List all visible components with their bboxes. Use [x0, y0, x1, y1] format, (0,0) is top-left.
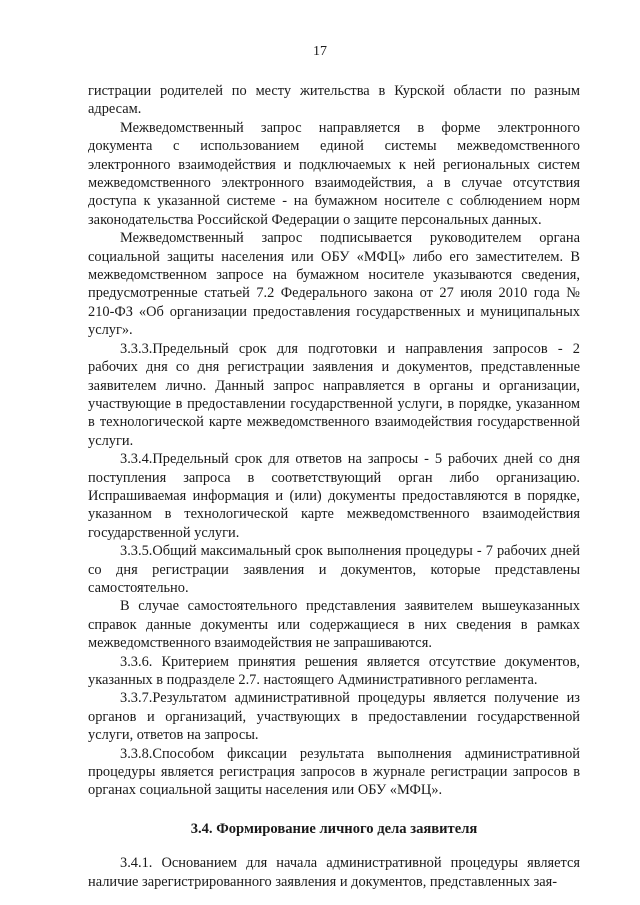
paragraph-continuation: гистрации родителей по месту жительства в Курской области по разным адресам.: [88, 83, 580, 118]
paragraph-independent-submission: В случае самостоятельного представления заявителем вышеуказанных справок данные документы или содержащиеся в них сведения в рамках межведомственного взаимодействия не запрашиваются.: [88, 598, 580, 652]
document-body: [88, 82, 580, 891]
paragraph-3-3-7: 3.3.7.Результатом административной процедуры является получение из органов и организаций, участвующих в предоставлении государственной услуги, ответов на запросы.: [88, 690, 580, 744]
paragraph-interagency-request-form: Межведомственный запрос направляется в форме электронного документа с использованием единой системы межведомственного электронного взаимодействия и подключаемых к ней региональных систем межведомственного электронного взаимодействия, а в случае отсутствия доступа к указанной системе - на бумажном носителе с соблюдением норм законодательства Российской Федерации о защите персональных данных.: [88, 119, 580, 228]
page-number: 17: [313, 44, 327, 59]
paragraph-3-3-5: 3.3.5.Общий максимальный срок выполнения процедуры - 7 рабочих дней со дня регистрации заявления и документов, которые представлены самостоятельно.: [88, 543, 580, 596]
paragraph-3-3-6: 3.3.6. Критерием принятия решения является отсутствие документов, указанных в подразделе 2.7. настоящего Административного регламента.: [88, 653, 580, 688]
paragraph-3-3-4: 3.3.4.Предельный срок для ответов на запросы - 5 рабочих дней со дня поступления запроса в соответствующий орган либо организацию. Испрашиваемая информация и (или) документы предоставляются в порядке, указанном в технологической карте межведомственного взаимодействия государственной услуги.: [88, 451, 580, 541]
paragraph-3-4-1: 3.4.1. Основанием для начала административной процедуры является наличие зарегистрированного заявления и документов, представленных зая-: [88, 855, 580, 890]
paragraph-3-3-8: 3.3.8.Способом фиксации результата выполнения административной процедуры является регистрация запросов в журнале регистрации запросов в органах социальной защиты населения или ОБУ «МФЦ».: [88, 745, 580, 799]
paragraph-interagency-request-signing: Межведомственный запрос подписывается руководителем органа социальной защиты населения или ОБУ «МФЦ» либо его заместителем. В межведомственном запросе на бумажном носителе указываются сведения, предусмотренные статьей 7.2 Федерального закона от 27 июля 2010 года № 210-ФЗ «Об организации предоставления государственных и муниципальных услуг».: [88, 230, 580, 339]
paragraph-3-3-3: 3.3.3.Предельный срок для подготовки и направления запросов - 2 рабочих дня со дня регистрации заявления и документов, представленные заявителем лично. Данный запрос направляется в органы и организации, участвующие в предоставлении государственной услуги, в порядке, указанном в технологической карте межведомственного взаимодействия государственной услуги.: [88, 340, 580, 449]
section-heading: 3.4. Формирование личного дела заявителя: [190, 820, 478, 837]
